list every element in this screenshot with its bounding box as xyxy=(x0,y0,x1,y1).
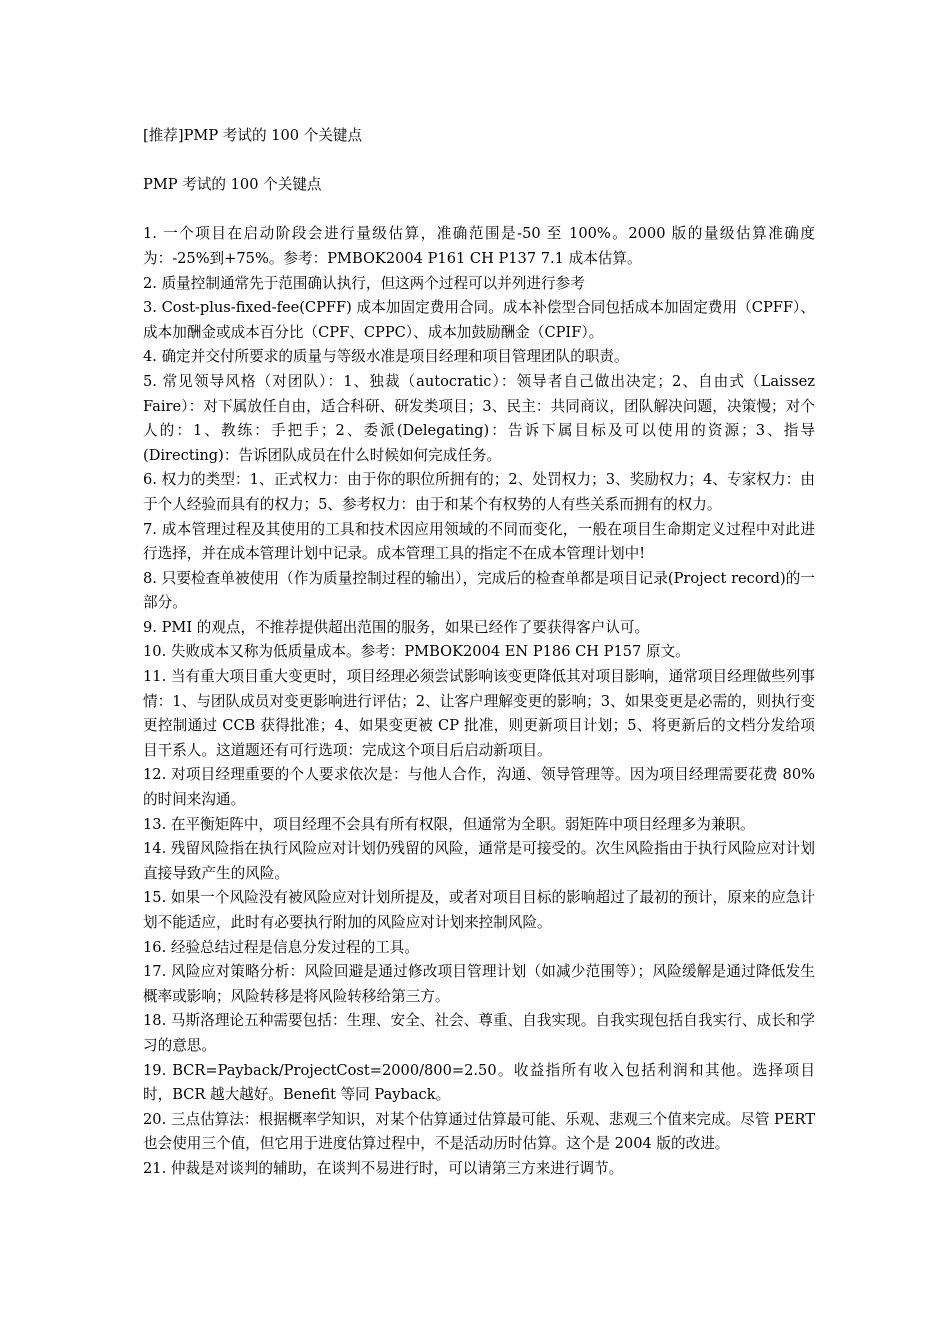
key-point-item xyxy=(143,345,815,370)
key-point-number: 20. xyxy=(143,1110,167,1128)
key-point-number: 13. xyxy=(143,815,167,833)
key-point-text: 三点估算法：根据概率学知识，对某个估算通过估算最可能、乐观、悲观三个值来完成。尽管 PERT 也会使用三个值，但它用于进度估算过程中，不是活动历时估算。这个是 2004 版的改进。 xyxy=(143,1110,815,1153)
key-point-number: 8. xyxy=(143,569,157,587)
key-point-text: 仲裁是对谈判的辅助，在谈判不易进行时，可以请第三方来进行调节。 xyxy=(170,1159,624,1177)
key-point-item xyxy=(143,1009,815,1058)
key-point-number: 12. xyxy=(143,766,167,784)
key-point-number: 6. xyxy=(143,471,157,489)
key-point-text: 风险应对策略分析：风险回避是通过修改项目管理计划（如减少范围等）；风险缓解是通过降低发生概率或影响；风险转移是将风险转移给第三方。 xyxy=(143,963,815,1005)
key-point-item xyxy=(143,567,815,616)
key-point-number: 3. xyxy=(143,299,157,317)
key-point-item xyxy=(143,813,815,838)
key-point-number: 4. xyxy=(143,348,157,366)
key-point-number: 1. xyxy=(143,225,157,243)
key-point-item xyxy=(143,1108,815,1157)
key-point-text: 马斯洛理论五种需要包括：生理、安全、社会、尊重、自我实现。自我实现包括自我实行、成长和学习的意思。 xyxy=(143,1012,815,1054)
key-point-item xyxy=(143,960,815,1009)
key-point-text: 当有重大项目重大变更时，项目经理必须尝试影响该变更降低其对项目影响，通常项目经理做些列事情：1、与团队成员对变更影响进行评估；2、让客户理解变更的影响；3、如果变更是必需的，则执行变更控制通过 CCB 获得批准；4、如果变更被 CP 批准，则更新项目计划；5、将更新后的文档分发给项目干系人。这道题还有可行选项：完成这个项目后启动新项目。 xyxy=(143,668,815,759)
key-point-number: 5. xyxy=(143,372,157,390)
key-point-item xyxy=(143,370,815,468)
key-point-item xyxy=(143,936,815,961)
key-point-text: 失败成本又称为低质量成本。参考：PMBOK2004 EN P186 CH P157 原文。 xyxy=(170,643,690,661)
key-point-item xyxy=(143,640,815,665)
key-point-number: 17. xyxy=(143,963,167,981)
key-point-item xyxy=(143,1157,815,1182)
key-point-number: 10. xyxy=(143,643,167,661)
key-point-item xyxy=(143,616,815,641)
key-point-item xyxy=(143,468,815,517)
key-point-number: 19. xyxy=(143,1061,167,1079)
key-point-item xyxy=(143,296,815,345)
key-point-number: 15. xyxy=(143,889,167,907)
key-point-number: 16. xyxy=(143,938,167,956)
key-point-number: 21. xyxy=(143,1159,167,1177)
key-point-item xyxy=(143,886,815,935)
document-subtitle: PMP 考试的 100 个关键点 xyxy=(143,176,322,194)
key-point-text: 对项目经理重要的个人要求依次是：与他人合作，沟通、领导管理等。因为项目经理需要花费 80%的时间来沟通。 xyxy=(143,766,815,809)
key-point-item xyxy=(143,665,815,763)
key-point-text: 权力的类型：1、正式权力：由于你的职位所拥有的；2、处罚权力；3、奖励权力；4、专家权力：由于个人经验而具有的权力；5、参考权力：由于和某个有权势的人有些关系而拥有的权力。 xyxy=(143,471,815,513)
key-point-number: 11. xyxy=(143,668,167,686)
key-point-text: Cost-plus-fixed-fee(CPFF) 成本加固定费用合同。成本补偿型合同包括成本加固定费用（CPFF）、成本加酬金或成本百分比（CPF、CPPC）、成本加鼓励酬金（CPIF）。 xyxy=(143,299,815,341)
key-point-text: 一个项目在启动阶段会进行量级估算，准确范围是-50 至 100%。2000 版的量级估算准确度为：-25%到+75%。参考：PMBOK2004 P161 CH P137 7.1 成本估算。 xyxy=(143,225,815,267)
key-point-number: 7. xyxy=(143,520,157,538)
key-point-number: 9. xyxy=(143,618,157,636)
key-point-item xyxy=(143,1059,815,1108)
key-point-item xyxy=(143,518,815,567)
key-point-item xyxy=(143,222,815,271)
key-point-text: 确定并交付所要求的质量与等级水准是项目经理和项目管理团队的职责。 xyxy=(161,348,629,366)
key-point-item xyxy=(143,763,815,812)
key-point-text: 常见领导风格（对团队）：1、独裁（autocratic）：领导者自己做出决定；2、自由式（Laissez Faire）：对下属放任自由，适合科研、研发类项目；3、民主：共同商议，团队解决问题，决策慢；对个人的：1、教练：手把手；2、委派(Delegating)：告诉下属目标及可以使用的资源；3、指导(Directing)：告诉团队成员在什么时候如何完成任务。 xyxy=(143,372,815,464)
key-point-text: 成本管理过程及其使用的工具和技术因应用领域的不同而变化，一般在项目生命期定义过程中对此进行选择，并在成本管理计划中记录。成本管理工具的指定不在成本管理计划中! xyxy=(143,520,815,563)
key-point-text: 质量控制通常先于范围确认执行，但这两个过程可以并列进行参考 xyxy=(161,274,585,292)
key-point-text: 如果一个风险没有被风险应对计划所提及，或者对项目目标的影响超过了最初的预计，原来的应急计划不能适应，此时有必要执行附加的风险应对计划来控制风险。 xyxy=(143,889,815,931)
key-point-text: 残留风险指在执行风险应对计划仍残留的风险，通常是可接受的。次生风险指由于执行风险应对计划直接导致产生的风险。 xyxy=(143,840,815,882)
key-point-number: 14. xyxy=(143,840,167,858)
key-point-item xyxy=(143,837,815,886)
key-point-text: 只要检查单被使用（作为质量控制过程的输出），完成后的检查单都是项目记录(Project record)的一部分。 xyxy=(143,569,815,612)
key-point-text: BCR=Payback/ProjectCost=2000/800=2.50。收益指所有收入包括利润和其他。选择项目时，BCR 越大越好。Benefit 等同 Payback。 xyxy=(143,1061,815,1104)
key-point-item xyxy=(143,272,815,297)
key-point-text: PMI 的观点，不推荐提供超出范围的服务，如果已经作了要获得客户认可。 xyxy=(161,618,650,636)
key-point-text: 在平衡矩阵中，项目经理不会具有所有权限，但通常为全职。弱矩阵中项目经理多为兼职。 xyxy=(170,815,755,833)
document-title: [推荐]PMP 考试的 100 个关键点 xyxy=(143,127,363,144)
key-points-list xyxy=(143,222,815,1181)
key-point-number: 18. xyxy=(143,1012,167,1030)
document-body xyxy=(143,124,815,1182)
key-point-text: 经验总结过程是信息分发过程的工具。 xyxy=(170,938,419,956)
key-point-number: 2. xyxy=(143,274,157,292)
